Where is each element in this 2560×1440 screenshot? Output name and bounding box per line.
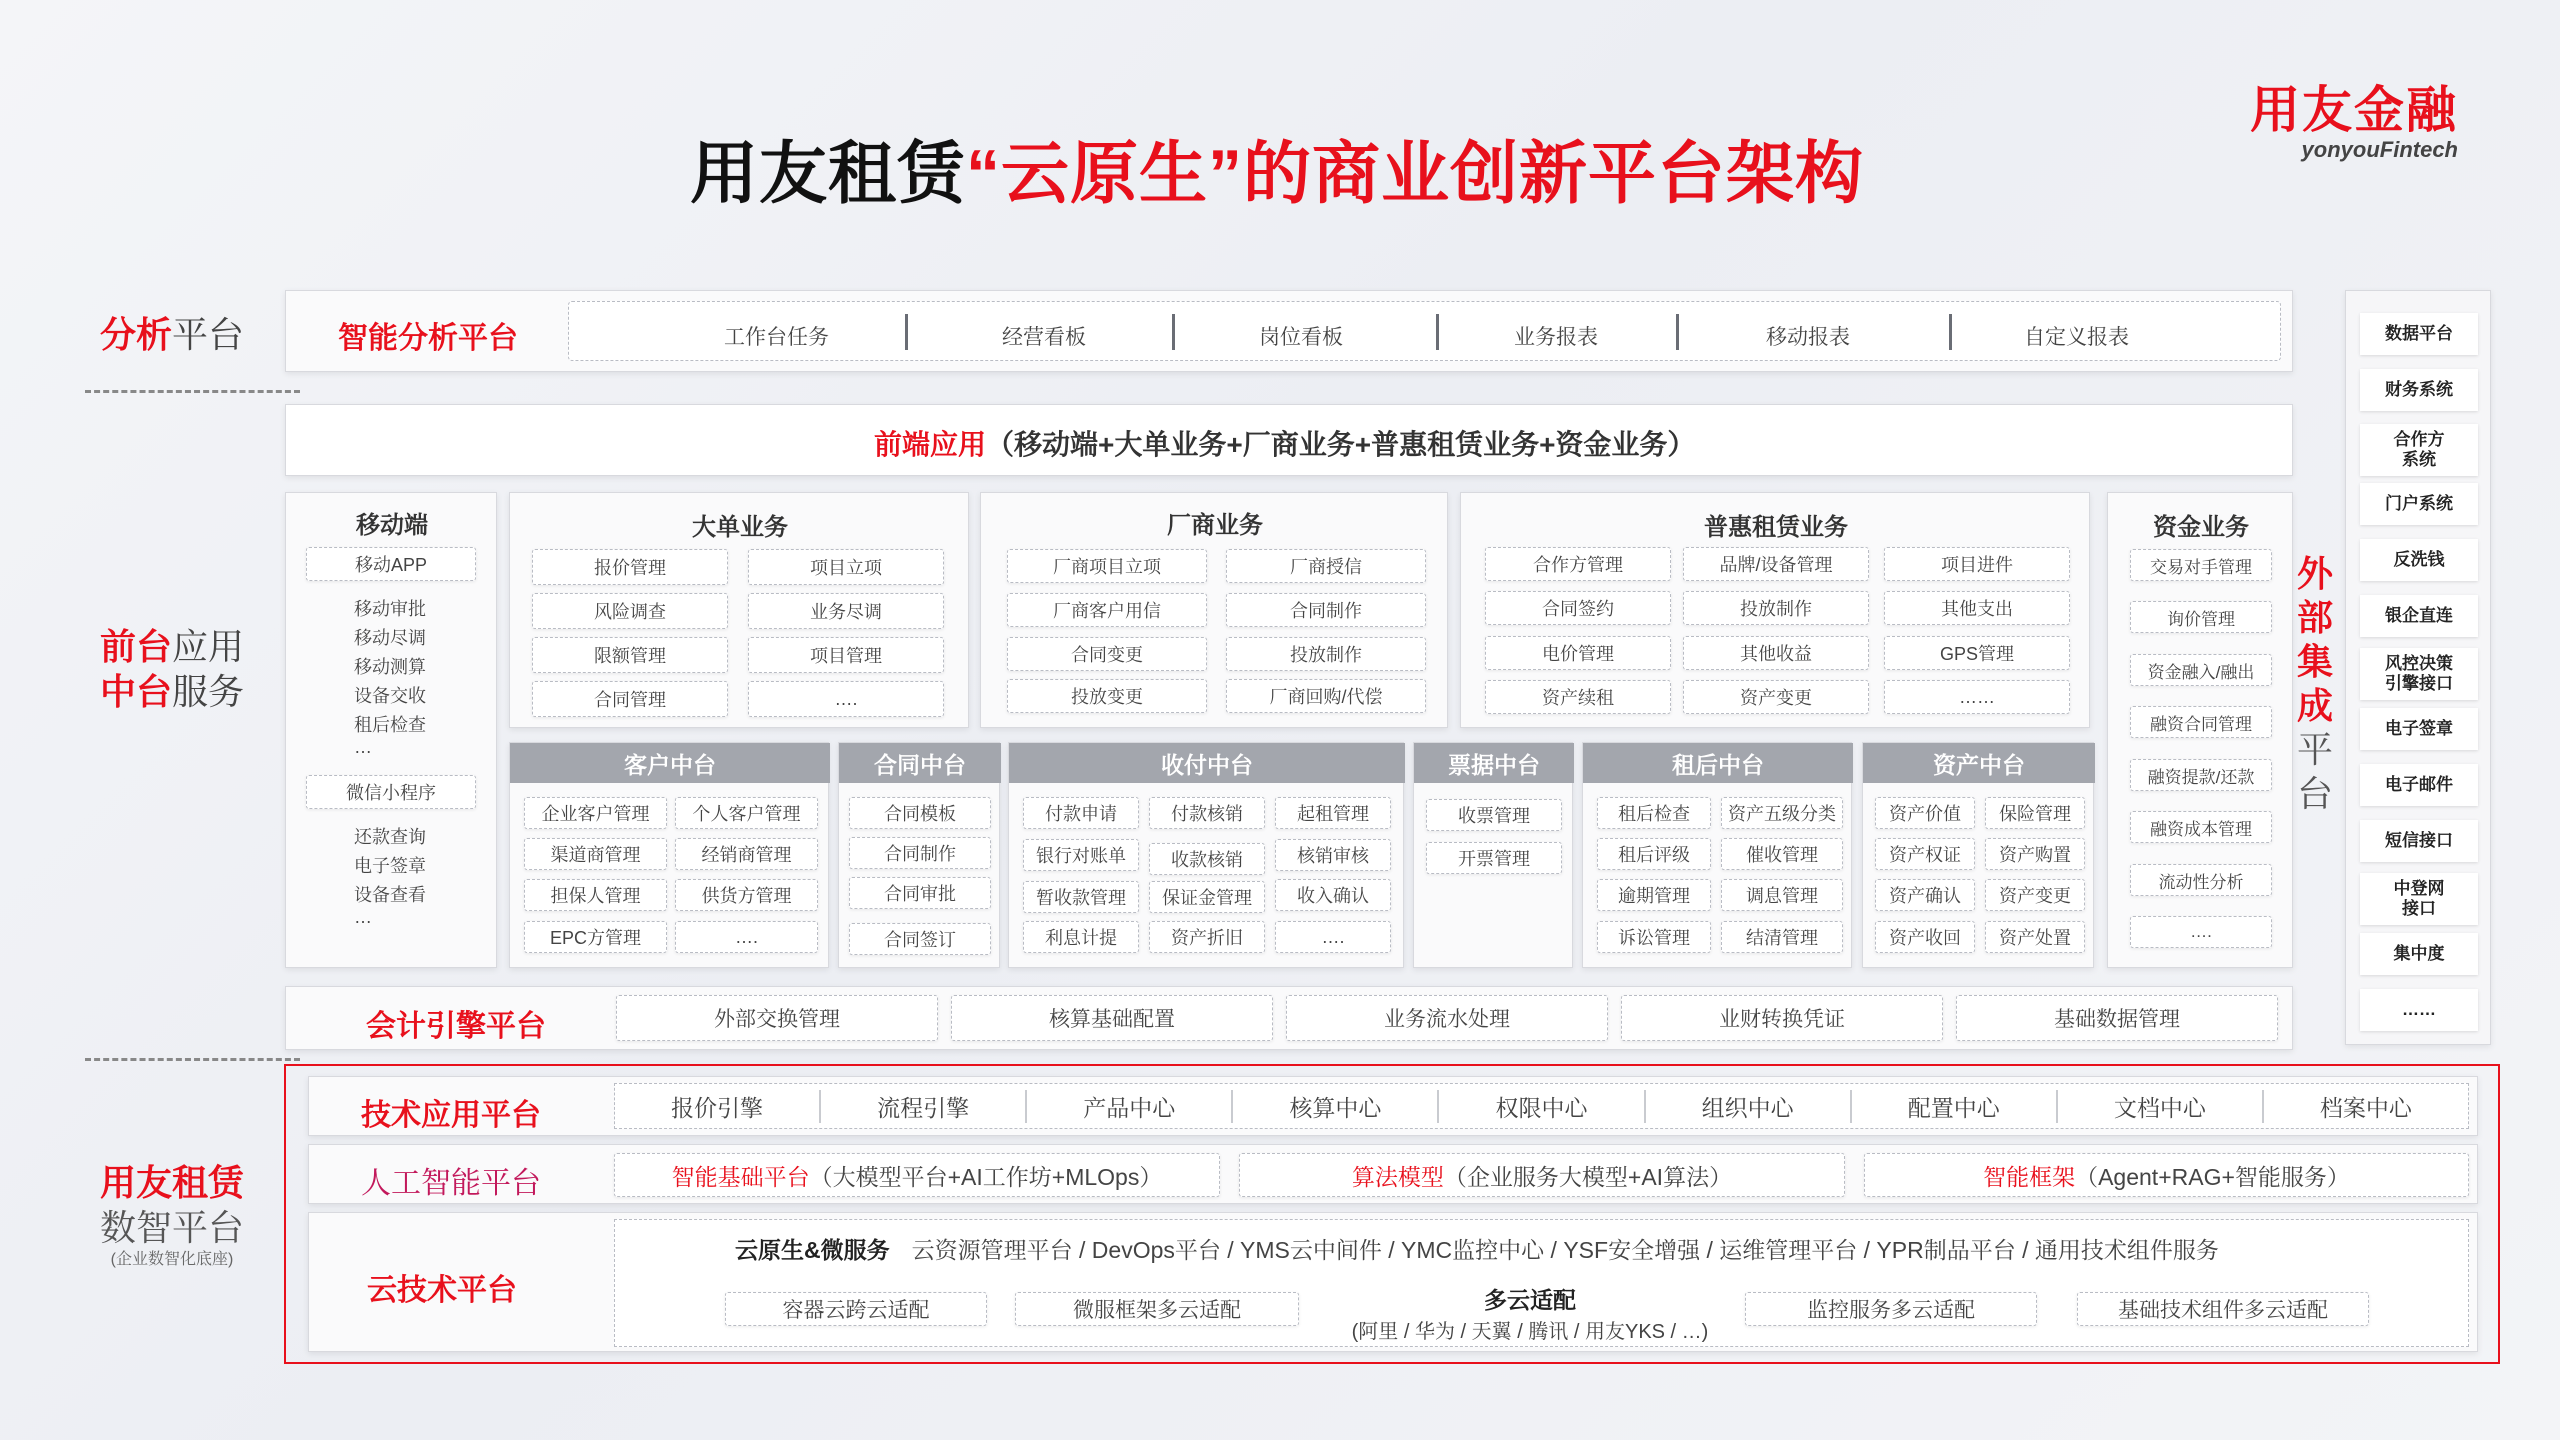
- asset-item[interactable]: 资产确认: [1875, 879, 1975, 911]
- post-lease-item[interactable]: 催收管理: [1721, 838, 1843, 870]
- invoice-middle-title: 票据中台: [1414, 743, 1574, 783]
- payment-item[interactable]: 收款核销: [1149, 843, 1265, 875]
- tech-item[interactable]: 产品中心: [1027, 1090, 1233, 1123]
- analysis-title: 智能分析平台: [338, 322, 518, 355]
- analysis-item[interactable]: 自定义报表: [2024, 326, 2129, 349]
- payment-item[interactable]: 利息计提: [1023, 921, 1139, 953]
- payment-item[interactable]: 收入确认: [1275, 879, 1391, 911]
- vendor-item[interactable]: 合同制作: [1226, 593, 1426, 627]
- fund-item[interactable]: 询价管理: [2130, 601, 2272, 633]
- accounting-item[interactable]: 核算基础配置: [951, 995, 1273, 1041]
- external-item[interactable]: ……: [2360, 989, 2478, 1031]
- payment-item[interactable]: 资产折旧: [1149, 921, 1265, 953]
- ai-item[interactable]: 智能基础平台 （大模型平台+AI工作坊+MLOps）: [614, 1153, 1220, 1197]
- fund-item[interactable]: 资金融入/融出: [2130, 654, 2272, 686]
- post-lease-item[interactable]: 诉讼管理: [1597, 921, 1711, 953]
- post-lease-item[interactable]: 资产五级分类: [1721, 797, 1843, 829]
- mobile-app[interactable]: 移动APP: [306, 547, 476, 581]
- contract-item[interactable]: 合同审批: [849, 877, 991, 909]
- cloud-title: 云技术平台: [367, 1274, 517, 1307]
- post-lease-item[interactable]: 租后检查: [1597, 797, 1711, 829]
- post-lease-middle-title: 租后中台: [1583, 743, 1853, 783]
- payment-middle-panel: [1008, 742, 1404, 968]
- external-label: 外 部 集 成 平 台: [2297, 553, 2334, 814]
- tech-item[interactable]: 组织中心: [1646, 1090, 1852, 1123]
- tech-item[interactable]: 核算中心: [1233, 1090, 1439, 1123]
- ai-item[interactable]: 智能框架 （Agent+RAG+智能服务）: [1864, 1153, 2469, 1197]
- logo: [2250, 82, 2458, 163]
- inclusive-item[interactable]: 项目进件: [1884, 547, 2070, 581]
- cloud-adapter[interactable]: 容器云跨云适配: [725, 1292, 987, 1326]
- vendor-business-panel: [980, 492, 1448, 728]
- asset-item[interactable]: 资产权证: [1875, 838, 1975, 870]
- divider-2: [85, 1058, 300, 1061]
- customer-item[interactable]: 个人客户管理: [675, 797, 818, 829]
- inclusive-item[interactable]: 电价管理: [1485, 636, 1671, 670]
- contract-item[interactable]: 合同制作: [849, 837, 991, 869]
- external-item[interactable]: 反洗钱: [2360, 539, 2478, 581]
- ai-title: 人工智能平台: [361, 1167, 541, 1200]
- tech-item[interactable]: 权限中心: [1439, 1090, 1645, 1123]
- tech-app-title: 技术应用平台: [361, 1099, 541, 1132]
- inclusive-business-panel: [1460, 492, 2090, 728]
- big-business-title: 大单业务: [692, 514, 788, 541]
- big-item[interactable]: 项目立项: [748, 549, 944, 585]
- external-item[interactable]: 数据平台: [2360, 313, 2478, 355]
- payment-item[interactable]: 暂收款管理: [1023, 881, 1139, 913]
- payment-item[interactable]: 银行对账单: [1023, 839, 1139, 871]
- inclusive-item[interactable]: GPS管理: [1884, 636, 2070, 670]
- cloud-adapter[interactable]: 基础技术组件多云适配: [2077, 1292, 2369, 1326]
- customer-item[interactable]: 供货方管理: [675, 879, 818, 911]
- external-integration-panel: [2345, 290, 2491, 1045]
- mobile-title: 移动端: [356, 512, 428, 539]
- payment-item[interactable]: 起租管理: [1275, 797, 1391, 829]
- contract-item[interactable]: 合同签订: [849, 923, 991, 955]
- accounting-item[interactable]: 业财转换凭证: [1621, 995, 1943, 1041]
- fund-business-panel: [2107, 492, 2293, 968]
- inclusive-item[interactable]: 投放制作: [1683, 591, 1869, 625]
- label-digital: 用友租赁 数智平台 (企业数智化底座): [100, 1162, 245, 1268]
- vendor-item[interactable]: 厂商回购/代偿: [1226, 679, 1426, 713]
- label-analysis: 分析平台: [100, 314, 245, 355]
- analysis-platform: [285, 290, 2293, 372]
- inclusive-item[interactable]: 资产续租: [1485, 680, 1671, 714]
- payment-item[interactable]: ….: [1275, 921, 1391, 953]
- cloud-adapter[interactable]: 微服框架多云适配: [1015, 1292, 1299, 1326]
- fund-item[interactable]: 融资成本管理: [2130, 811, 2272, 843]
- cloud-content: [614, 1219, 2469, 1347]
- external-item[interactable]: 集中度: [2360, 933, 2478, 975]
- big-item[interactable]: 限额管理: [532, 637, 728, 673]
- payment-item[interactable]: 付款申请: [1023, 797, 1139, 829]
- vendor-item[interactable]: 厂商授信: [1226, 549, 1426, 583]
- ai-item[interactable]: 算法模型 （企业服务大模型+AI算法）: [1239, 1153, 1845, 1197]
- payment-middle-title: 收付中台: [1009, 743, 1405, 783]
- front-app-title: 前端应用（移动端+大单业务+厂商业务+普惠租赁业务+资金业务）: [874, 429, 1696, 460]
- inclusive-item[interactable]: 合同签约: [1485, 591, 1671, 625]
- front-app-bar: [285, 404, 2293, 476]
- payment-item[interactable]: 付款核销: [1149, 797, 1265, 829]
- customer-item[interactable]: 渠道商管理: [524, 838, 667, 870]
- vendor-item[interactable]: 投放制作: [1226, 637, 1426, 671]
- customer-item[interactable]: ….: [675, 921, 818, 953]
- customer-item[interactable]: EPC方管理: [524, 921, 667, 953]
- tech-item[interactable]: 报价引擎: [615, 1090, 821, 1123]
- digital-platform-frame: [284, 1064, 2500, 1364]
- divider-1: [85, 390, 300, 393]
- tech-item[interactable]: 档案中心: [2319, 1094, 2412, 1121]
- big-item[interactable]: 风险调查: [532, 593, 728, 629]
- asset-item[interactable]: 资产价值: [1875, 797, 1975, 829]
- fund-item[interactable]: ….: [2130, 916, 2272, 948]
- customer-item[interactable]: 担保人管理: [524, 879, 667, 911]
- analysis-item[interactable]: 业务报表: [1514, 326, 1598, 349]
- mobile-list-2: 还款查询 电子签章 设备查看 …: [354, 827, 426, 927]
- external-item[interactable]: 银企直连: [2360, 595, 2478, 637]
- accounting-item[interactable]: 基础数据管理: [1956, 995, 2278, 1041]
- analysis-item[interactable]: 移动报表: [1766, 326, 1850, 349]
- external-item[interactable]: 短信接口: [2360, 820, 2478, 862]
- tech-app-platform: [308, 1076, 2478, 1136]
- logo-cn: 用友金融: [2250, 82, 2458, 138]
- post-lease-middle-panel: [1582, 742, 1852, 968]
- ai-platform: [308, 1144, 2478, 1204]
- accounting-item[interactable]: 业务流水处理: [1286, 995, 1608, 1041]
- invoice-item[interactable]: 开票管理: [1426, 842, 1562, 874]
- fund-item[interactable]: 融资合同管理: [2130, 706, 2272, 738]
- analysis-item[interactable]: 岗位看板: [1259, 326, 1343, 349]
- asset-middle-title: 资产中台: [1863, 743, 2095, 783]
- wechat-mini[interactable]: 微信小程序: [306, 775, 476, 809]
- inclusive-item[interactable]: 资产变更: [1683, 680, 1869, 714]
- tech-item[interactable]: 流程引擎: [821, 1090, 1027, 1123]
- cloud-row: [735, 1232, 2219, 1265]
- multi-cloud-sub: (阿里 / 华为 / 天翼 / 腾讯 / 用友YKS / …): [1351, 1321, 1709, 1343]
- payment-item[interactable]: 核销审核: [1275, 839, 1391, 871]
- customer-middle-panel: [509, 742, 829, 968]
- external-item[interactable]: 电子邮件: [2360, 764, 2478, 806]
- page-title: 用友租赁“云原生”的商业创新平台架构: [690, 136, 1865, 212]
- fund-business-title: 资金业务: [2153, 514, 2249, 541]
- accounting-item[interactable]: 外部交换管理: [616, 995, 938, 1041]
- logo-en: yonyouFintech: [2301, 137, 2458, 162]
- customer-middle-title: 客户中台: [510, 743, 830, 783]
- vendor-item[interactable]: 投放变更: [1007, 679, 1207, 713]
- analysis-item[interactable]: 经营看板: [1002, 326, 1086, 349]
- external-item[interactable]: 门户系统: [2360, 483, 2478, 525]
- vendor-item[interactable]: 合同变更: [1007, 637, 1207, 671]
- post-lease-item[interactable]: 租后评级: [1597, 838, 1711, 870]
- accounting-platform: [285, 986, 2293, 1050]
- external-item[interactable]: 中登网 接口: [2360, 873, 2478, 925]
- invoice-item[interactable]: 收票管理: [1426, 799, 1562, 831]
- customer-item[interactable]: 经销商管理: [675, 838, 818, 870]
- big-business-panel: [509, 492, 969, 728]
- inclusive-item[interactable]: 其他收益: [1683, 636, 1869, 670]
- external-item[interactable]: 财务系统: [2360, 369, 2478, 411]
- contract-middle-panel: [838, 742, 1000, 968]
- cloud-row-head: 云原生&微服务: [735, 1237, 890, 1263]
- tech-app-items: [614, 1083, 2469, 1129]
- cloud-platform: [308, 1212, 2478, 1352]
- mobile-panel: [285, 492, 497, 968]
- fund-item[interactable]: 融资提款/还款: [2130, 759, 2272, 791]
- inclusive-item[interactable]: 品牌/设备管理: [1683, 547, 1869, 581]
- cloud-adapter[interactable]: 监控服务多云适配: [1745, 1292, 2037, 1326]
- analysis-items: [568, 301, 2281, 361]
- external-item[interactable]: 合作方 系统: [2360, 424, 2478, 476]
- vendor-business-title: 厂商业务: [1167, 512, 1263, 539]
- multi-cloud-title: 多云适配: [1484, 1287, 1576, 1313]
- asset-item[interactable]: 资产变更: [1985, 879, 2085, 911]
- post-lease-item[interactable]: 结清管理: [1721, 921, 1843, 953]
- asset-item[interactable]: 资产收回: [1875, 921, 1975, 953]
- asset-middle-panel: [1862, 742, 2094, 968]
- external-item[interactable]: 电子签章: [2360, 708, 2478, 750]
- inclusive-item[interactable]: ……: [1884, 680, 2070, 714]
- external-item[interactable]: 风控决策 引擎接口: [2360, 648, 2478, 700]
- asset-item[interactable]: 资产处置: [1985, 921, 2085, 953]
- big-item[interactable]: 业务尽调: [748, 593, 944, 629]
- big-item[interactable]: ….: [748, 681, 944, 717]
- label-front: 前台应用 中台服务: [100, 626, 245, 712]
- customer-item[interactable]: 企业客户管理: [524, 797, 667, 829]
- asset-item[interactable]: 资产购置: [1985, 838, 2085, 870]
- multi-cloud: [1335, 1282, 1725, 1344]
- fund-item[interactable]: 流动性分析: [2130, 864, 2272, 896]
- inclusive-business-title: 普惠租赁业务: [1704, 514, 1848, 541]
- big-item[interactable]: 合同管理: [532, 681, 728, 717]
- vendor-item[interactable]: 厂商客户用信: [1007, 593, 1207, 627]
- vendor-item[interactable]: 厂商项目立项: [1007, 549, 1207, 583]
- payment-item[interactable]: 保证金管理: [1149, 881, 1265, 913]
- tech-item[interactable]: 文档中心: [2058, 1090, 2264, 1123]
- mobile-list-1: 移动审批 移动尽调 移动测算 设备交收 租后检查 …: [354, 599, 426, 757]
- big-item[interactable]: 报价管理: [532, 549, 728, 585]
- post-lease-item[interactable]: 逾期管理: [1597, 879, 1711, 911]
- big-item[interactable]: 项目管理: [748, 637, 944, 673]
- post-lease-item[interactable]: 调息管理: [1721, 879, 1843, 911]
- cloud-row-items: 云资源管理平台 / DevOps平台 / YMS云中间件 / YMC监控中心 / YSF安全增强 / 运维管理平台 / YPR制品平台 / 通用技术组件服务: [911, 1237, 2219, 1263]
- fund-item[interactable]: 交易对手管理: [2130, 549, 2272, 581]
- asset-item[interactable]: 保险管理: [1985, 797, 2085, 829]
- invoice-middle-panel: [1413, 742, 1573, 968]
- accounting-title: 会计引擎平台: [366, 1010, 546, 1043]
- analysis-item[interactable]: 工作台任务: [724, 326, 829, 349]
- inclusive-item[interactable]: 其他支出: [1884, 591, 2070, 625]
- contract-item[interactable]: 合同模板: [849, 797, 991, 829]
- inclusive-item[interactable]: 合作方管理: [1485, 547, 1671, 581]
- contract-middle-title: 合同中台: [839, 743, 1001, 783]
- tech-item[interactable]: 配置中心: [1852, 1090, 2058, 1123]
